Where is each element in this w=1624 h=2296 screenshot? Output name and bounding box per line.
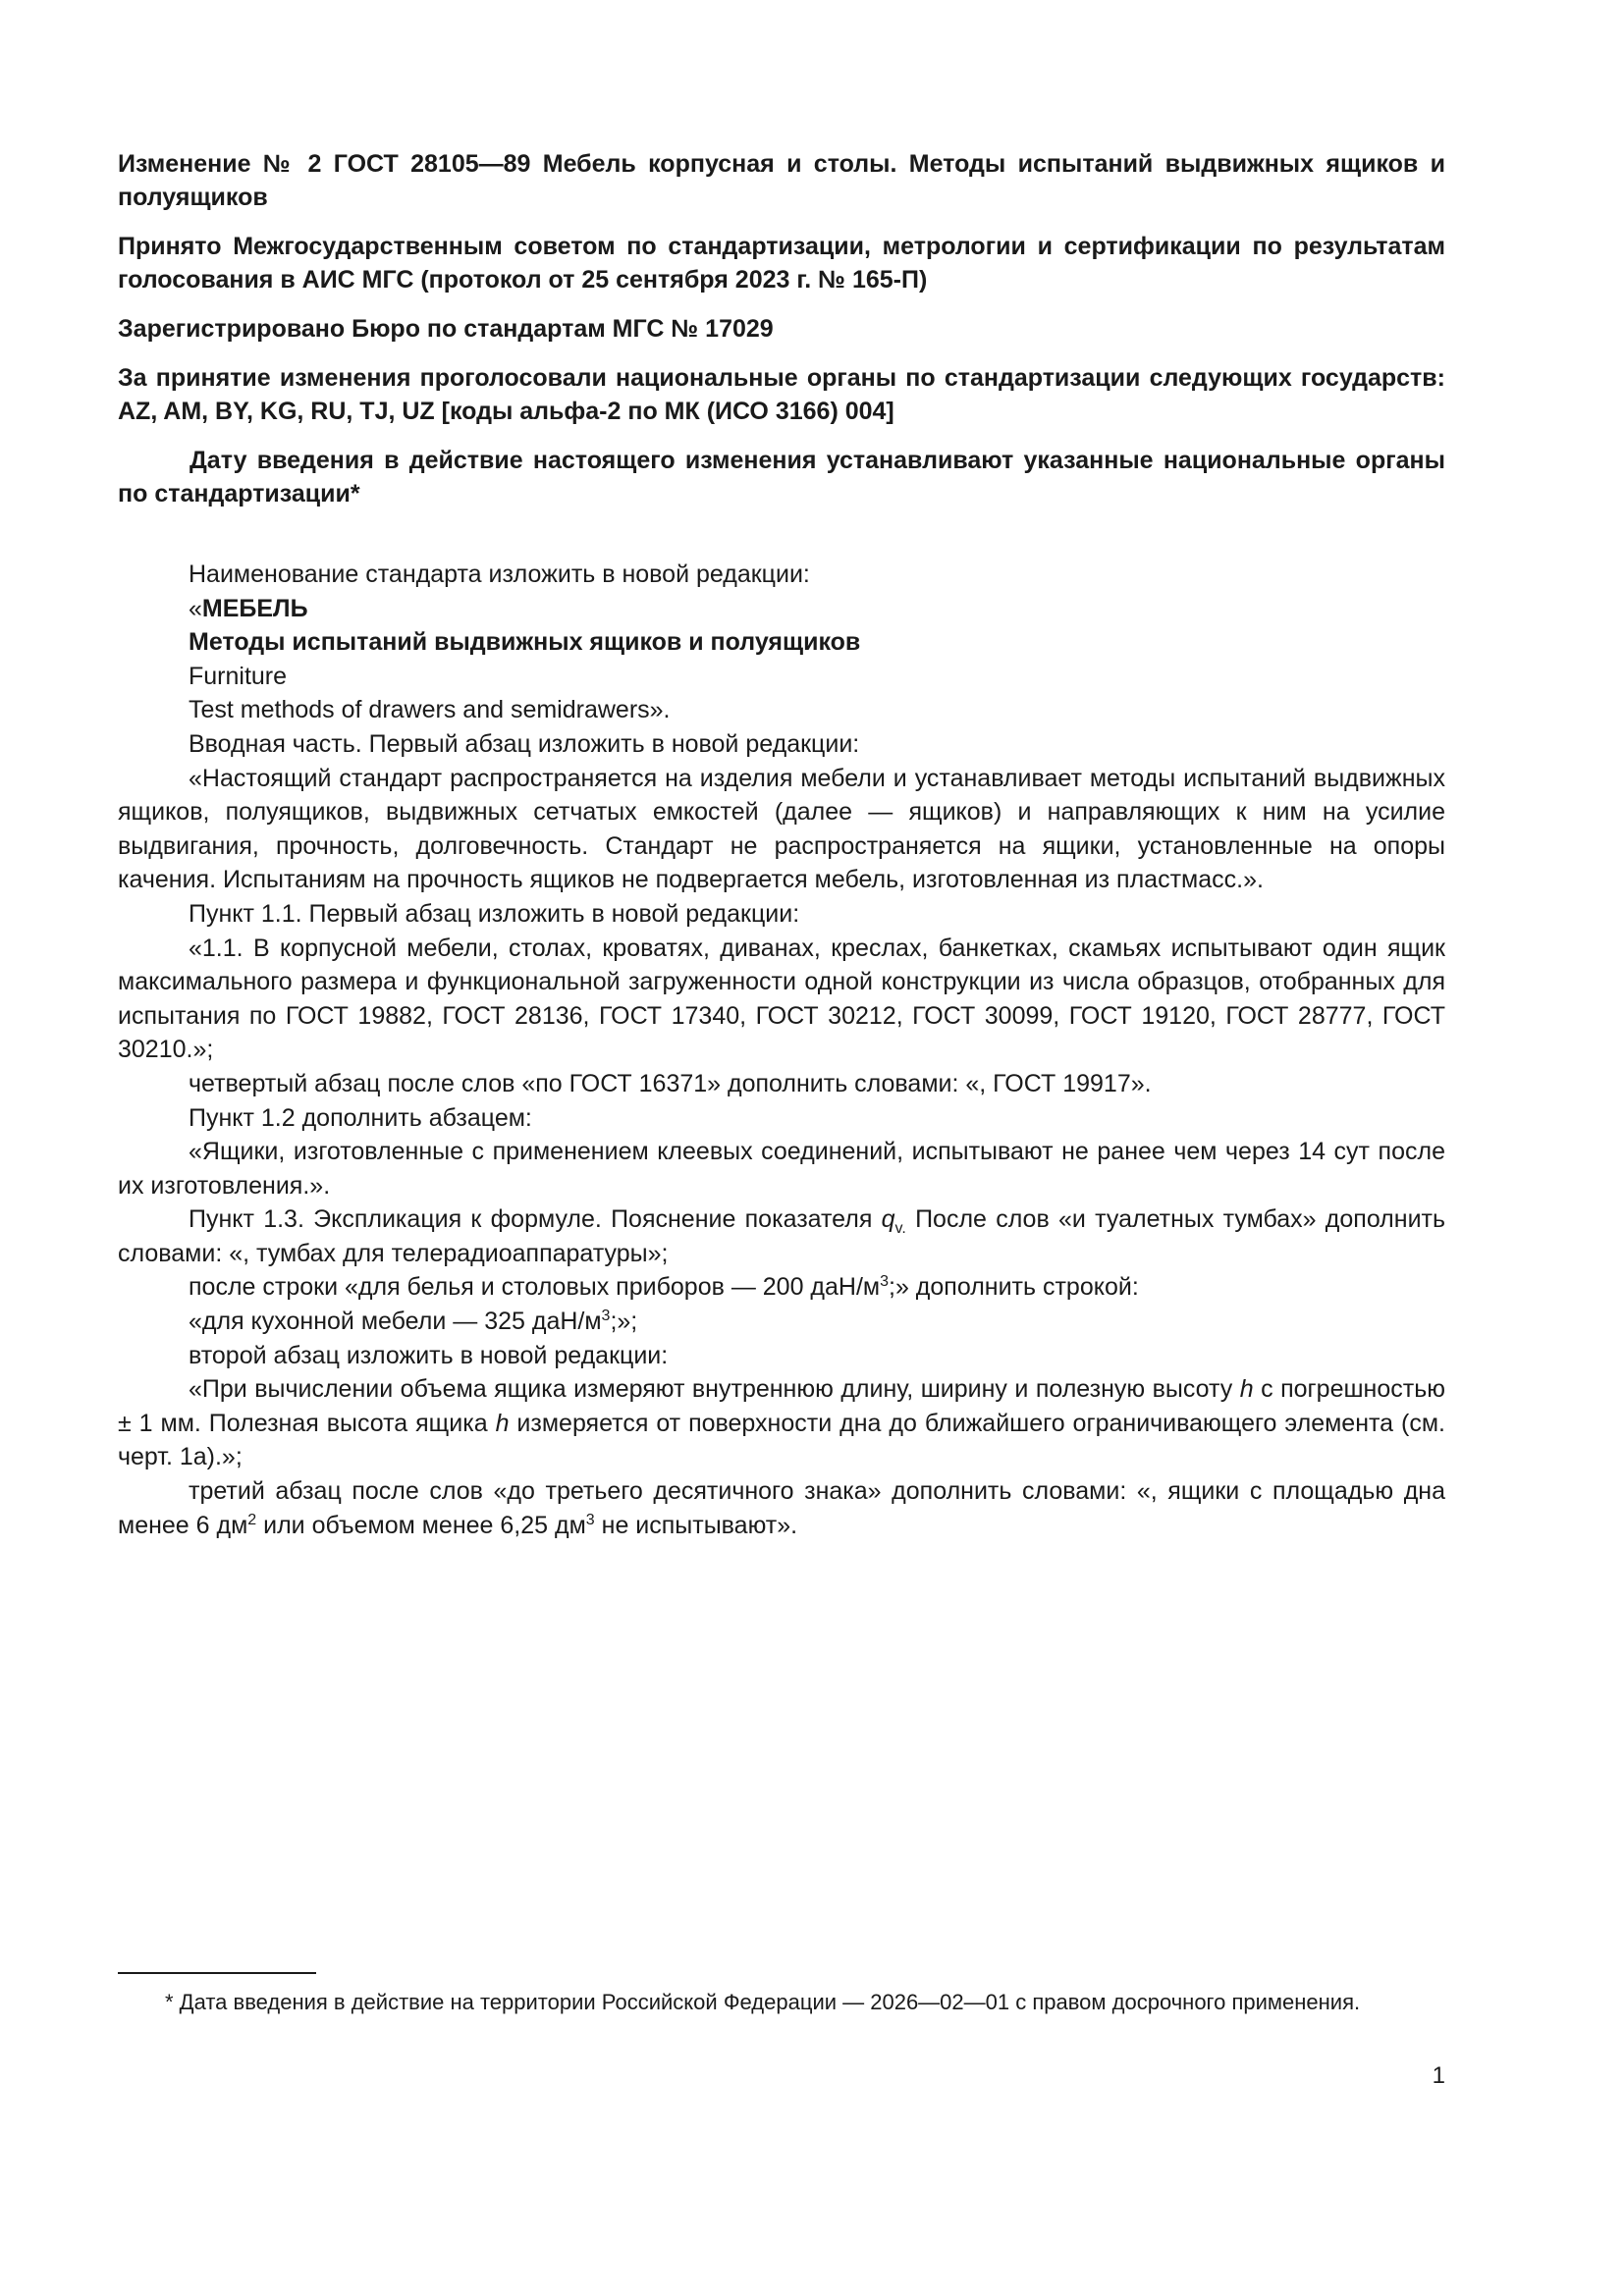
- superscript: 3: [601, 1308, 611, 1325]
- paragraph: «При вычислении объема ящика измеряют внутреннюю длину, ширину и полезную высоту h с погрешностью ± 1 мм. Полезная высота ящика h измеряется от поверхности дна до ближайшего ограничивающего элемента (см. черт. 1а).»;: [118, 1375, 1445, 1471]
- paragraph: после строки «для белья и столовых приборов — 200 даН/$м^3$;» дополнить строкой:: [189, 1273, 1139, 1302]
- paragraph: «Настоящий стандарт распространяется на изделия мебели и устанавливает методы испытаний выдвижных ящиков, полуящиков, выдвижных сетчатых емкостей (далее — ящиков) и направляющих к ним на усилие выдвигания, прочность, долговечность. Стандарт не распространяется на ящики, установленные на опоры качения. Испытаниям на прочность ящиков не подвергается мебель, изготовленная из пластмасс.».: [118, 764, 1445, 894]
- paragraph: Наименование стандарта изложить в новой редакции:: [189, 561, 810, 588]
- quote-mark: «: [189, 594, 202, 622]
- superscript: 3: [880, 1273, 890, 1291]
- amendment-title: Изменение № 2 ГОСТ 28105—89 Мебель корпусная и столы. Методы испытаний выдвижных ящиков и полуящиков: [118, 150, 1445, 211]
- superscript: 2: [247, 1511, 257, 1528]
- formula-symbol: h: [1239, 1375, 1254, 1404]
- paragraph: [118, 592, 1445, 626]
- formula-symbol: q: [881, 1205, 895, 1234]
- superscript: 3: [585, 1511, 595, 1528]
- paragraph: Пункт 1.1. Первый абзац изложить в новой редакции:: [189, 899, 800, 928]
- paragraph: Вводная часть. Первый абзац изложить в новой редакции:: [189, 729, 860, 758]
- registration-note: Зарегистрировано Бюро по стандартам МГС № 17029: [118, 315, 774, 343]
- formula-subscript: v.: [894, 1220, 906, 1238]
- document-content: [118, 147, 1445, 1542]
- standard-name-heading: МЕБЕЛЬ: [201, 594, 308, 622]
- footnote: * Дата введения в действие на территории Российской Федерации — 2026—02—01 с правом досрочного применения.: [165, 1990, 1361, 2014]
- paragraph: Пункт 1.3. Экспликация к формуле. Пояснение показателя $q_{v.}$ После слов «и туалетных тумбах» дополнить словами: «, тумбах для телерадиоаппаратуры»;: [118, 1205, 1446, 1267]
- paragraph: Furniture: [189, 662, 288, 690]
- paragraph: третий абзац после слов «до третьего десятичного знака» дополнить словами: «, ящики с площадью дна менее 6 $дм^2$ или объемом менее 6,25 $дм^3$ не испытывают».: [118, 1477, 1445, 1539]
- paragraph: «для кухонной мебели — 325 даН/$м^3$;»;: [189, 1308, 638, 1336]
- voting-note: За принятие изменения проголосовали национальные органы по стандартизации следующих государств: AZ, AM, BY, KG, RU, TJ, UZ [коды альфа-2 по МК (ИСО 3166) 004]: [118, 364, 1445, 425]
- effective-date-note: Дату введения в действие настоящего изменения устанавливают указанные национальные органы по стандартизации*: [118, 447, 1445, 507]
- paragraph: «Ящики, изготовленные с применением клеевых соединений, испытывают не ранее чем через 14 сут после их изготовления.».: [118, 1138, 1445, 1200]
- paragraph: Пункт 1.2 дополнить абзацем:: [189, 1103, 532, 1132]
- standard-subtitle: Методы испытаний выдвижных ящиков и полуящиков: [189, 628, 861, 657]
- paragraph: четвертый абзац после слов «по ГОСТ 16371» дополнить словами: «, ГОСТ 19917».: [189, 1069, 1152, 1097]
- amendment-body: [118, 558, 1445, 1542]
- paragraph: второй абзац изложить в новой редакции:: [189, 1341, 669, 1369]
- formula-symbol: h: [495, 1409, 510, 1437]
- page-number: 1: [1432, 2062, 1445, 2089]
- paragraph: Test methods of drawers and semidrawers».: [189, 696, 671, 724]
- adoption-note: Принято Межгосударственным советом по стандартизации, метрологии и сертификации по результатам голосования в АИС МГС (протокол от 25 сентября 2023 г. № 165-П): [118, 233, 1445, 294]
- footnote-divider: [118, 1972, 316, 1974]
- paragraph: «1.1. В корпусной мебели, столах, кроватях, диванах, креслах, банкетках, скамьях испытывают один ящик максимального размера и функциональной загруженности одной конструкции из числа образцов, отобранных для испытания по ГОСТ 19882, ГОСТ 28136, ГОСТ 17340, ГОСТ 30212, ГОСТ 30099, ГОСТ 19120, ГОСТ 28777, ГОСТ 30210.»;: [118, 934, 1445, 1064]
